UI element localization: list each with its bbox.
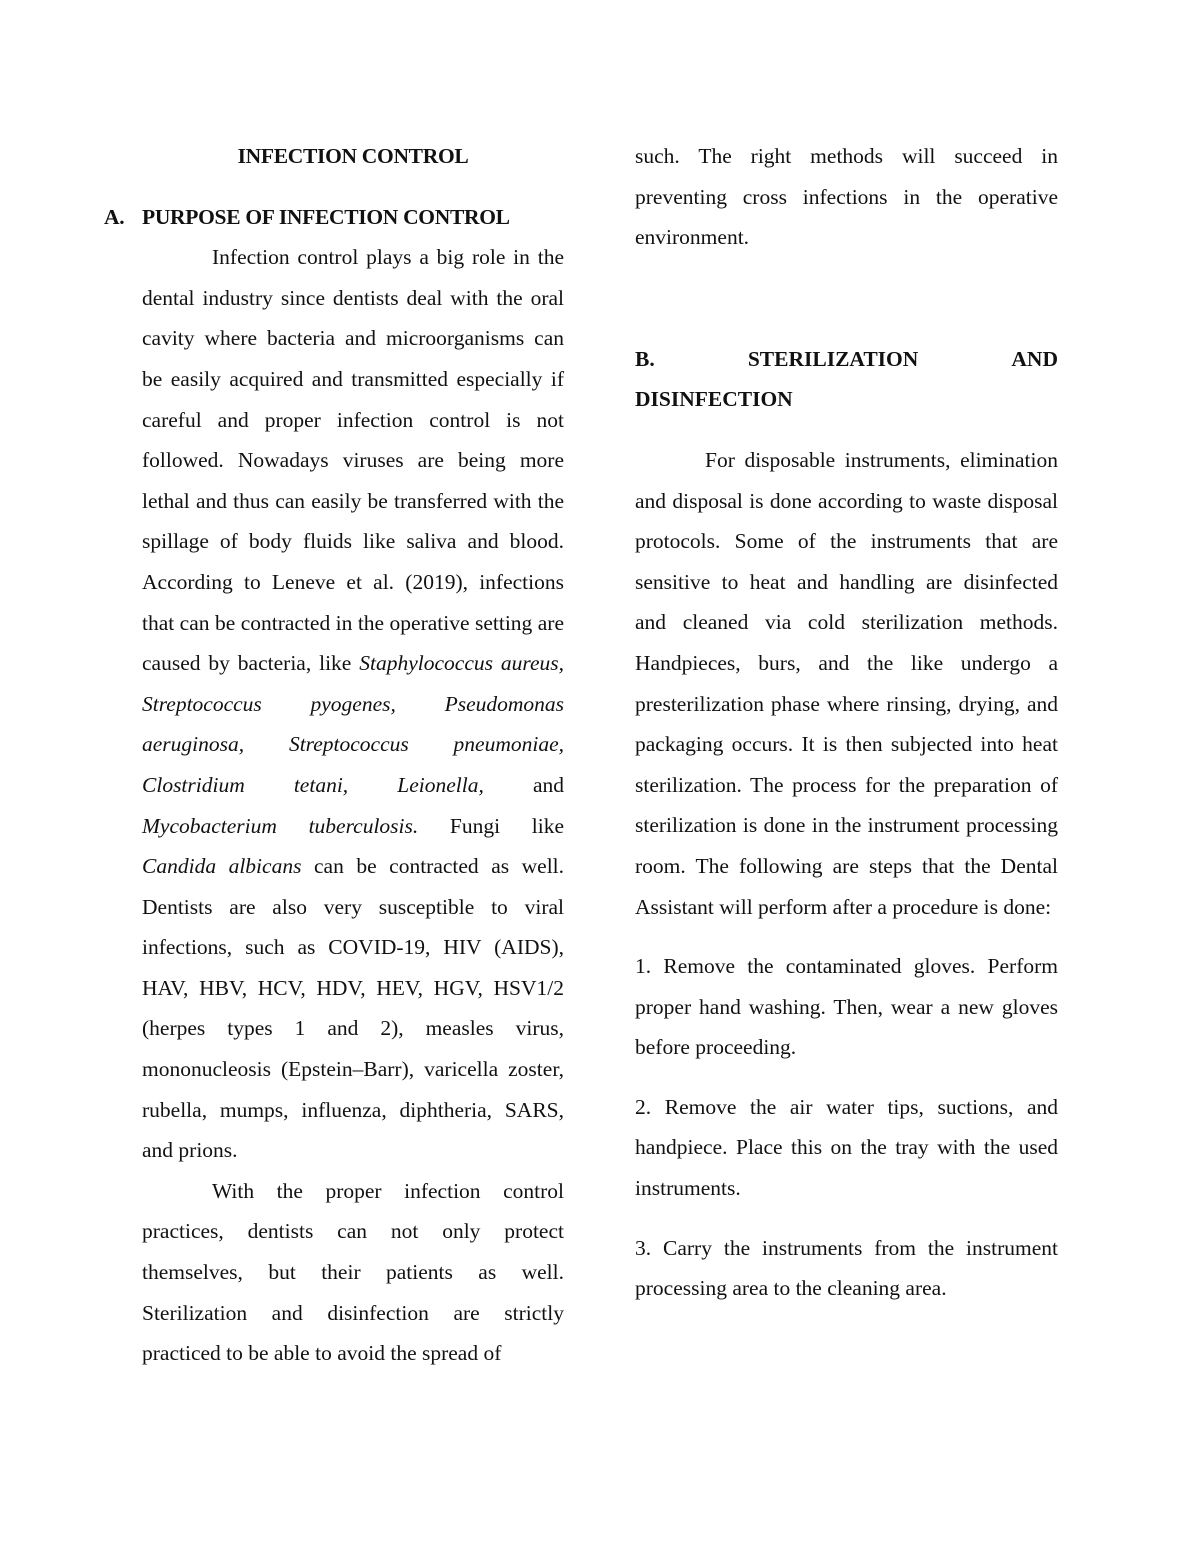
right-column [635, 136, 1058, 1309]
organism-pseudomonas: Pseudomonas aeruginosa, [142, 691, 564, 757]
section-b-heading-word-2: AND [1011, 346, 1058, 371]
section-b-heading-word-1: STERILIZATION [747, 346, 919, 371]
left-column [104, 136, 565, 1374]
organism-leionella: Leionella, [397, 772, 484, 797]
fungi-text: Fungi like [449, 813, 564, 838]
section-b-letter: B. [635, 346, 655, 371]
section-b-heading-line-1 [635, 339, 1058, 380]
organism-mycobacterium: Mycobacterium tuberculosis. [142, 813, 419, 838]
document-title: INFECTION CONTROL [237, 144, 469, 168]
section-b-heading-line-2: DISINFECTION [635, 387, 793, 412]
step-item-1: 1. Remove the contaminated gloves. Perform proper hand washing. Then, wear a new gloves before proceeding. [635, 954, 1058, 1060]
step-item-3: 3. Carry the instruments from the instrument processing area to the cleaning area. [635, 1235, 1058, 1301]
section-a-title: PURPOSE OF INFECTION CONTROL [142, 204, 510, 229]
organism-streptococcus-pyogenes: Streptococcus pyogenes, [142, 691, 396, 716]
organism-staphylococcus: Staphylococcus aureus, [359, 651, 564, 676]
section-a-paragraph-2-continued: such. The right methods will succeed in preventing cross infections in the operative environment. [635, 144, 1058, 250]
section-a-paragraph-2: With the proper infection control practices, dentists can not only protect themselves, but their patients as well. Sterilization and disinfection are strictly practiced to be able to avoid the spread of [142, 1178, 564, 1366]
paragraph-1-text-b: can be contracted as well. Dentists are also very susceptible to viral infections, such as COVID-19, HIV (AIDS), HAV, HBV, HCV, HDV, HEV, HGV, HSV1/2 (herpes types 1 and 2), measles virus, mononucleosis (Epstein–Barr), varicella zoster, rubella, mumps, influenza, diphtheria, SARS, and prions. [142, 854, 565, 1163]
section-b-heading [635, 339, 1058, 420]
and-word: and [532, 772, 564, 797]
section-a-letter: A. [104, 204, 125, 229]
section-a-heading [104, 197, 564, 238]
paragraph-1-text-a: Infection control plays a big role in the dental industry since dentists deal with the oral cavity where bacteria and microorganisms can be easily acquired and transmitted especially if careful and proper infection control is not followed. Nowadays viruses are being more lethal and thus can easily be transferred with the spillage of body fluids like saliva and blood. According to Leneve et al. (2019), infections that can be contracted in the operative setting are caused by bacteria, like [142, 245, 564, 676]
section-b-paragraph-1: For disposable instruments, elimination and disposal is done according to waste disposal protocols. Some of the instruments that are sensitive to heat and handling are disinfected and cleaned via cold sterilization methods. Handpieces, burs, and the like undergo a presterilization phase where rinsing, drying, and packaging occurs. It is then subjected into heat sterilization. The process for the preparation of sterilization is done in the instrument processing room. The following are steps that the Dental Assistant will perform after a procedure is done: [635, 447, 1058, 919]
organism-streptococcus-pneumoniae: Streptococcus pneumoniae, [288, 732, 565, 757]
section-a-paragraph-1 [142, 237, 564, 1171]
organism-clostridium: Clostridium tetani, [142, 772, 349, 797]
organism-candida: Candida albicans [142, 854, 302, 879]
step-item-2: 2. Remove the air water tips, suctions, and handpiece. Place this on the tray with the used instruments. [635, 1094, 1058, 1201]
